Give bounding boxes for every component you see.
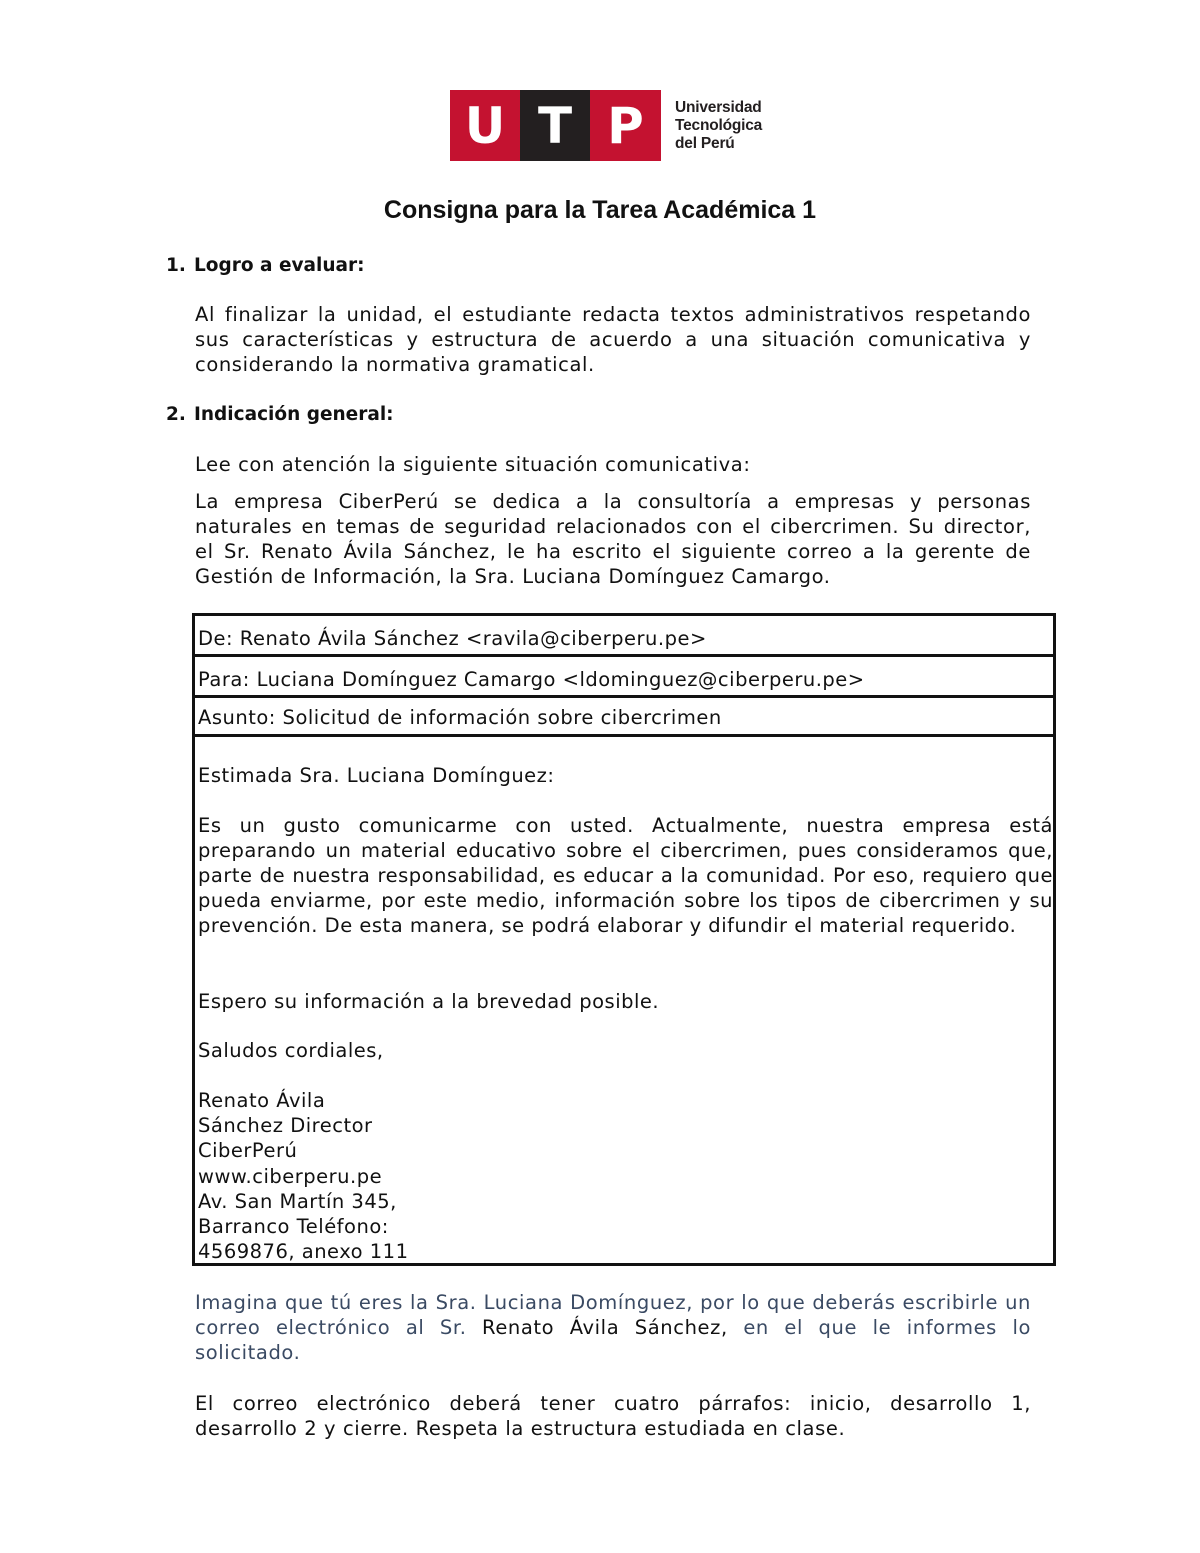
email-subject: Asunto: Solicitud de información sobre cibercrimen (195, 698, 1053, 737)
section-1-number: 1. (166, 255, 186, 276)
section-2-number: 2. (166, 404, 186, 425)
signature-line: 4569876, anexo 111 (198, 1240, 409, 1264)
signature-line: CiberPerú (198, 1139, 298, 1163)
email-from: De: Renato Ávila Sánchez <ravila@ciberperu.pe> (195, 616, 1053, 657)
logo-letter-u: U (450, 90, 520, 161)
instructions-part-1: Imagina que tú eres la Sra. Luciana Domínguez, por lo que deberás escribirle un correo electrónico al Sr. (195, 1291, 1031, 1339)
section-2-heading (166, 403, 394, 427)
signature-line: Barranco Teléfono: (198, 1214, 389, 1238)
signature-line: www.ciberperu.pe (198, 1164, 383, 1188)
utp-logo (450, 90, 780, 162)
section-2-context: La empresa CiberPerú se dedica a la consultoría a empresas y personas naturales en temas de seguridad relacionados con el cibercrimen. Su director, el Sr. Renato Ávila Sánchez, le ha escrito el siguiente correo a la gerente de Gestión de Información, la Sra. Luciana Domínguez Camargo. (195, 490, 1031, 588)
email-signature (198, 1088, 409, 1264)
signature-line: Sánchez Director (198, 1114, 373, 1138)
instructions-paragraph-1 (195, 1290, 1031, 1365)
section-1-heading (166, 254, 365, 278)
page-title: Consigna para la Tarea Académica 1 (383, 196, 817, 224)
logo-letter-p: P (590, 90, 661, 161)
signature-line: Renato Ávila (198, 1089, 326, 1112)
logo-letter-t: T (520, 90, 590, 161)
email-regards: Saludos cordiales, (198, 1039, 384, 1062)
logo-line-2: Tecnológica (675, 117, 763, 134)
instructions-part-3: en el que le informes lo solicitado. (195, 1316, 1031, 1364)
logo-line-3: del Perú (675, 135, 735, 152)
section-2-title: Indicación general: (194, 404, 394, 425)
email-greeting: Estimada Sra. Luciana Domínguez: (198, 764, 555, 787)
instructions-paragraph-2: El correo electrónico deberá tener cuatro párrafos: inicio, desarrollo 1, desarrollo 2 y cierre. Respeta la estructura estudiada en clase. (195, 1392, 1031, 1440)
section-1-text: Al finalizar la unidad, el estudiante redacta textos administrativos respetando sus características y estructura de acuerdo a una situación comunicativa y considerando la normativa gramatical. (195, 303, 1031, 376)
email-closing: Espero su información a la brevedad posible. (198, 990, 660, 1013)
signature-line: Av. San Martín 345, (198, 1189, 397, 1213)
email-table (192, 613, 1056, 1266)
section-2-intro: Lee con atención la siguiente situación comunicativa: (195, 453, 751, 476)
logo-wordmark (675, 99, 762, 153)
section-1-title: Logro a evaluar: (194, 255, 365, 276)
logo-line-1: Universidad (675, 99, 762, 116)
email-body (195, 737, 1053, 1263)
email-to: Para: Luciana Domínguez Camargo <ldominguez@ciberperu.pe> (195, 657, 1053, 698)
instructions-part-2: Renato Ávila Sánchez, (482, 1316, 728, 1339)
email-body-text: Es un gusto comunicarme con usted. Actualmente, nuestra empresa está preparando un material educativo sobre el cibercrimen, pues consideramos que, parte de nuestra responsabilidad, es educar a la comunidad. Por eso, requiero que pueda enviarme, por este medio, información sobre los tipos de cibercrimen y su prevención. De esta manera, se podrá elaborar y difundir el material requerido. (198, 814, 1053, 937)
